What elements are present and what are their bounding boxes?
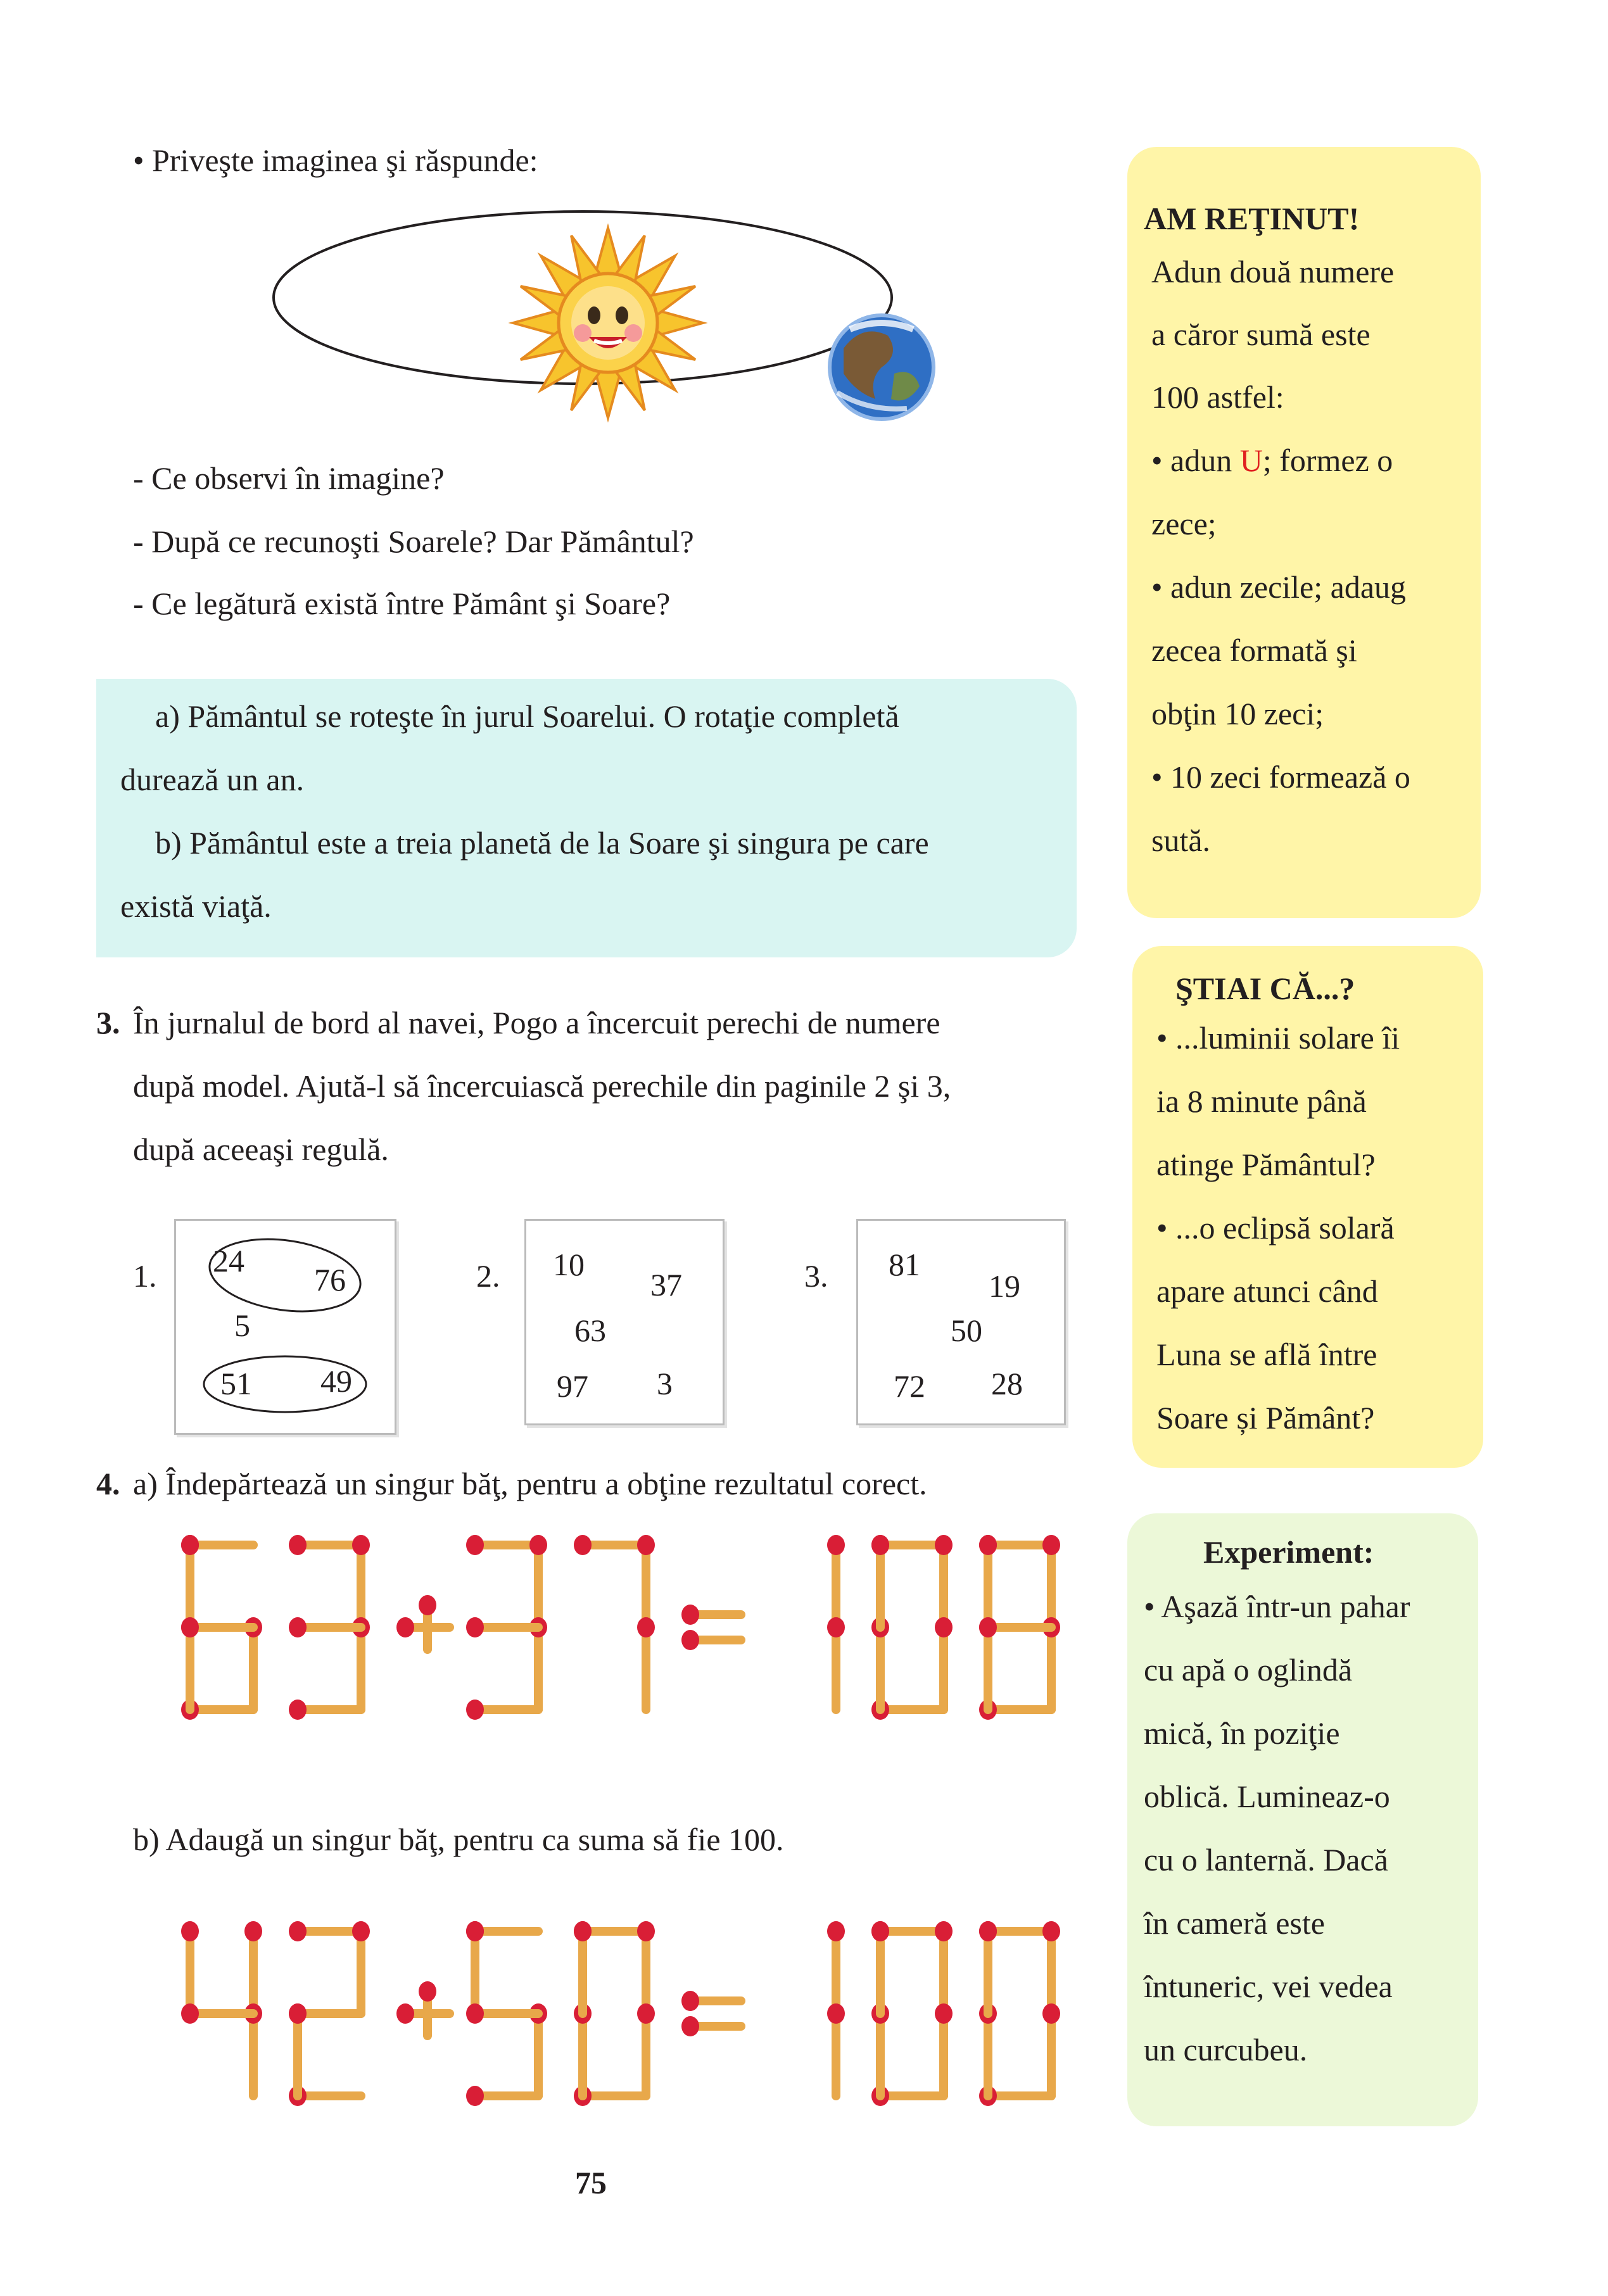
am-retinut-line: sută. xyxy=(1151,823,1211,858)
experiment-title: Experiment: xyxy=(1203,1534,1374,1570)
card-number: 81 xyxy=(889,1247,920,1282)
experiment-line: cu o lanternă. Dacă xyxy=(1144,1842,1388,1877)
matchstick-head xyxy=(289,1617,307,1637)
card-number: 19 xyxy=(989,1268,1020,1304)
matchstick-head xyxy=(827,1921,845,1941)
matchstick-head xyxy=(681,2016,699,2036)
exercise-4-number: 4. xyxy=(96,1466,120,1501)
number-card-2 xyxy=(524,1219,725,1425)
card-number: 24 xyxy=(213,1243,244,1278)
matchstick-head xyxy=(871,1921,889,1941)
matchstick-head xyxy=(681,1991,699,2011)
matchstick-head xyxy=(574,1921,592,1941)
card-number: 10 xyxy=(553,1247,585,1282)
matchstick-head xyxy=(181,1921,199,1941)
matchstick-head xyxy=(681,1605,699,1625)
number-card-1 xyxy=(174,1219,396,1435)
page-number: 75 xyxy=(575,2165,607,2200)
exercise-3-line1: În jurnalul de bord al navei, Pogo a încercuit perechi de numere xyxy=(133,1005,940,1040)
stiai-ca-line: • ...luminii solare îi xyxy=(1156,1020,1400,1056)
matchstick-head xyxy=(289,1535,307,1555)
matchstick-equation-b xyxy=(177,1906,1077,2147)
fact-a-line2: durează un an. xyxy=(120,762,305,797)
am-retinut-line: • 10 zeci formează o xyxy=(1151,759,1410,795)
card-number: 28 xyxy=(991,1366,1023,1401)
intro-prompt: • Priveşte imaginea şi răspunde: xyxy=(133,142,538,178)
card-1-label: 1. xyxy=(133,1258,157,1294)
am-retinut-line: zecea formată şi xyxy=(1151,633,1357,668)
matchstick-head xyxy=(935,1535,953,1555)
stiai-ca-line: ia 8 minute până xyxy=(1156,1083,1367,1119)
matchstick-head xyxy=(979,1921,997,1941)
card-number: 63 xyxy=(574,1313,606,1348)
matchstick-head xyxy=(529,1535,547,1555)
fact-b-line1: b) Pământul este a treia planetă de la Soare şi singura pe care xyxy=(155,825,929,861)
stiai-ca-line: Soare și Pământ? xyxy=(1156,1400,1375,1435)
am-retinut-line: 100 astfel: xyxy=(1151,379,1284,415)
card-2-label: 2. xyxy=(476,1258,500,1294)
exercise-3-line2: după model. Ajută-l să încercuiască perechile din paginile 2 şi 3, xyxy=(133,1068,951,1104)
exercise-4-b-text: b) Adaugă un singur băţ, pentru ca suma să fie 100. xyxy=(133,1822,784,1857)
fact-b-line2: există viaţă. xyxy=(120,888,272,924)
number-card-3 xyxy=(856,1219,1066,1425)
matchstick-head xyxy=(979,1617,997,1637)
fact-a-line1: a) Pământul se roteşte în jurul Soarelui. O rotaţie completă xyxy=(155,698,899,734)
experiment-line: oblică. Lumineaz-o xyxy=(1144,1779,1390,1814)
experiment-line: cu apă o oglindă xyxy=(1144,1652,1353,1687)
matchstick-head xyxy=(244,1921,262,1941)
matchstick-head xyxy=(396,2003,414,2024)
matchstick-head xyxy=(681,1630,699,1650)
card-number: 49 xyxy=(320,1363,352,1399)
card-number: 76 xyxy=(314,1262,346,1297)
sun-icon xyxy=(513,228,703,418)
matchstick-head xyxy=(181,1535,199,1555)
am-retinut-title: AM REŢINUT! xyxy=(1144,201,1360,236)
matchstick-head xyxy=(352,1535,370,1555)
matchstick-head xyxy=(466,1535,484,1555)
matchstick-head xyxy=(979,1535,997,1555)
card-number: 51 xyxy=(220,1366,252,1401)
sun-earth-illustration xyxy=(253,203,963,443)
stiai-ca-line: Luna se află între xyxy=(1156,1337,1377,1372)
matchstick-head xyxy=(827,1535,845,1555)
card-number: 50 xyxy=(951,1313,982,1348)
exercise-3-line3: după aceeaşi regulă. xyxy=(133,1132,389,1167)
stiai-ca-line: • ...o eclipsă solară xyxy=(1156,1210,1395,1246)
stiai-ca-line: atinge Pământul? xyxy=(1156,1147,1376,1182)
matchstick-head xyxy=(935,2003,953,2024)
matchstick-head xyxy=(827,1617,845,1637)
matchstick-head xyxy=(935,1921,953,1941)
card-number: 97 xyxy=(557,1368,588,1404)
card-number: 3 xyxy=(657,1366,673,1401)
matchstick-head xyxy=(181,2003,199,2024)
card-number: 5 xyxy=(234,1308,250,1343)
card-number: 37 xyxy=(650,1267,682,1303)
earth-icon xyxy=(830,315,934,419)
question-2: - După ce recunoşti Soarele? Dar Pământul? xyxy=(133,524,694,559)
matchstick-equation-a xyxy=(177,1520,1077,1760)
example-circles xyxy=(176,1221,395,1433)
matchstick-head xyxy=(181,1617,199,1637)
matchstick-head xyxy=(637,1617,655,1637)
matchstick-head xyxy=(574,1535,592,1555)
am-retinut-line: obţin 10 zeci; xyxy=(1151,696,1324,731)
matchstick-head xyxy=(419,1981,436,2002)
matchstick-head xyxy=(637,1921,655,1941)
matchstick-head xyxy=(396,1617,414,1637)
matchstick-head xyxy=(935,1617,953,1637)
stiai-ca-line: apare atunci când xyxy=(1156,1273,1378,1309)
question-3: - Ce legătură există între Pământ şi Soare? xyxy=(133,586,671,621)
am-retinut-line: a căror sumă este xyxy=(1151,317,1371,352)
matchstick-head xyxy=(637,1535,655,1555)
card-3-label: 3. xyxy=(804,1258,828,1294)
stiai-ca-title: ŞTIAI CĂ...? xyxy=(1175,971,1355,1006)
matchstick-head xyxy=(827,2003,845,2024)
matchstick-head xyxy=(466,2086,484,2106)
matchstick-head xyxy=(1042,1921,1060,1941)
experiment-line: • Aşază într-un pahar xyxy=(1144,1589,1410,1624)
am-retinut-line: Adun două numere xyxy=(1151,254,1395,289)
experiment-line: în cameră este xyxy=(1144,1905,1325,1941)
matchstick-head xyxy=(871,1535,889,1555)
matchstick-head xyxy=(289,2003,307,2024)
card-number: 72 xyxy=(894,1368,925,1404)
am-retinut-line: zece; xyxy=(1151,506,1217,541)
matchstick-head xyxy=(419,1595,436,1615)
matchstick-head xyxy=(466,1921,484,1941)
experiment-line: un curcubeu. xyxy=(1144,2032,1308,2067)
matchstick-head xyxy=(466,1700,484,1720)
am-retinut-line: • adun U; formez o xyxy=(1151,443,1393,478)
matchstick-head xyxy=(466,2003,484,2024)
am-retinut-line: • adun zecile; adaug xyxy=(1151,569,1407,605)
exercise-4-a-text: a) Îndepărtează un singur băţ, pentru a obţine rezultatul corect. xyxy=(133,1466,927,1501)
matchstick-head xyxy=(289,1921,307,1941)
matchstick-head xyxy=(1042,1535,1060,1555)
experiment-line: mică, în poziţie xyxy=(1144,1715,1340,1751)
exercise-3-number: 3. xyxy=(96,1005,120,1040)
experiment-line: întuneric, vei vedea xyxy=(1144,1969,1393,2004)
matchstick-head xyxy=(352,1921,370,1941)
question-1: - Ce observi în imagine? xyxy=(133,460,445,496)
matchstick-head xyxy=(637,2003,655,2024)
matchstick-head xyxy=(466,1617,484,1637)
matchstick-head xyxy=(1042,2003,1060,2024)
matchstick-head xyxy=(289,1700,307,1720)
